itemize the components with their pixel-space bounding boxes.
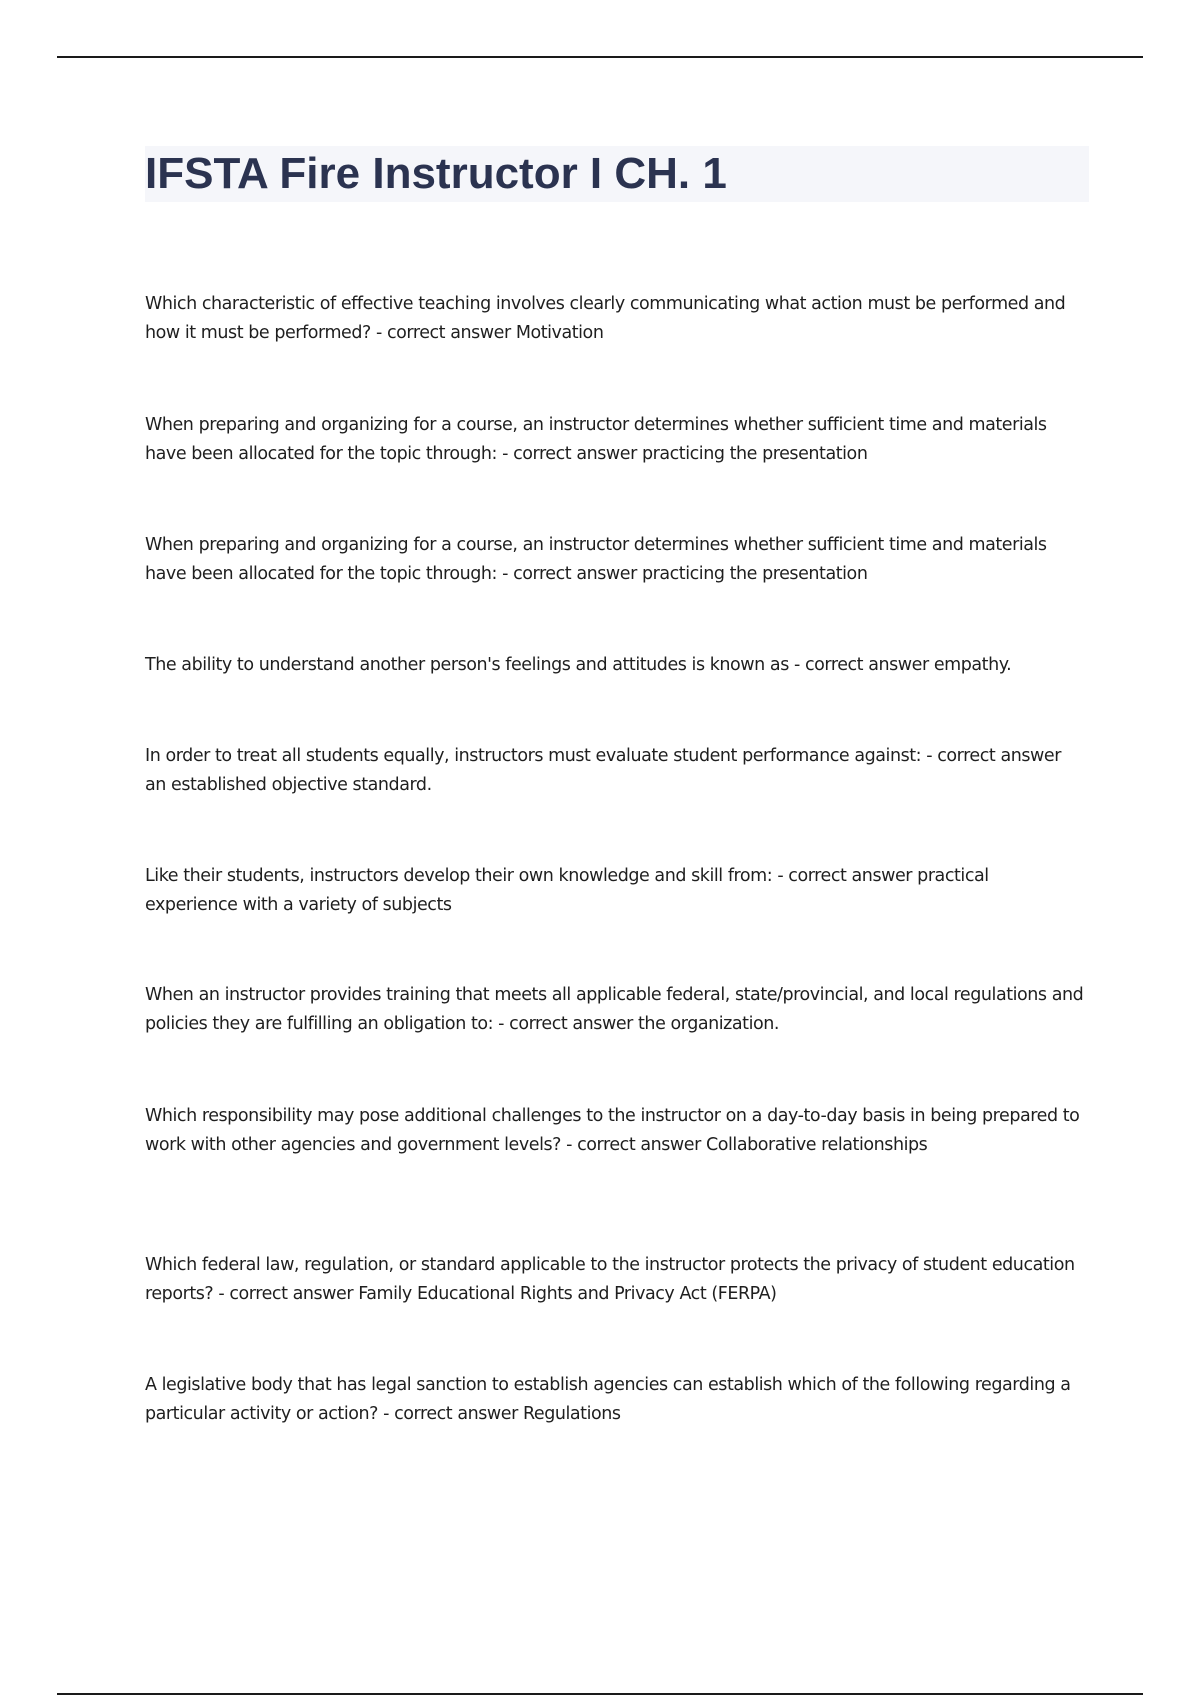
qa-item (145, 531, 1085, 589)
question-text: Which responsibility may pose additional challenges to the instructor on a day-to-day basis in being prepared to work with other agencies and government levels? (145, 1106, 1080, 1155)
qa-item (145, 651, 1105, 680)
answer-text: an established objective standard. (145, 775, 432, 795)
answer-separator: - correct answer (772, 866, 918, 886)
qa-item (145, 411, 1085, 469)
qa-item (145, 742, 1085, 800)
answer-text: Motivation (515, 323, 604, 343)
qa-item (145, 1102, 1085, 1160)
document-title: IFSTA Fire Instructor I CH. 1 (145, 149, 727, 198)
answer-separator: - correct answer (496, 564, 642, 584)
answer-separator: - correct answer (788, 655, 934, 675)
answer-text: Family Educational Rights and Privacy Act (FERPA) (358, 1284, 777, 1304)
question-text: In order to treat all students equally, instructors must evaluate student performance against: (145, 746, 922, 766)
question-text: When an instructor provides training that meets all applicable federal, state/provincial, and local regulations and policies they are fulfilling an obligation to: (145, 985, 1084, 1034)
question-text: When preparing and organizing for a course, an instructor determines whether sufficient time and materials have been allocated for the topic through: (145, 535, 1047, 584)
top-rule (57, 56, 1143, 58)
answer-text: practical experience with a variety of subjects (145, 866, 989, 915)
question-text: A legislative body that has legal sanction to establish agencies can establish which of the following regarding a particular activity or action? (145, 1375, 1071, 1424)
answer-separator: - correct answer (921, 746, 1061, 766)
qa-item (145, 862, 1085, 920)
answer-text: the organization. (638, 1014, 780, 1034)
question-text: Like their students, instructors develop their own knowledge and skill from: (145, 866, 773, 886)
answer-separator: - correct answer (561, 1135, 706, 1155)
answer-separator: - correct answer (493, 1014, 639, 1034)
answer-separator: - correct answer (213, 1284, 359, 1304)
qa-item (145, 290, 1085, 348)
bottom-rule (57, 1693, 1143, 1695)
answer-text: Collaborative relationships (705, 1135, 928, 1155)
question-text: Which federal law, regulation, or standard applicable to the instructor protects the privacy of student education reports? (145, 1255, 1075, 1304)
answer-separator: - correct answer (378, 1404, 523, 1424)
qa-item (145, 1371, 1085, 1429)
qa-item (145, 1251, 1085, 1309)
question-text: Which characteristic of effective teaching involves clearly communicating what action must be performed and how it must be performed? (145, 294, 1066, 343)
answer-separator: - correct answer (370, 323, 516, 343)
question-text: The ability to understand another person's feelings and attitudes is known as (145, 655, 789, 675)
answer-text: practicing the presentation (641, 564, 868, 584)
question-text: When preparing and organizing for a course, an instructor determines whether sufficient time and materials have been allocated for the topic through: (145, 415, 1047, 464)
answer-separator: - correct answer (496, 444, 642, 464)
answer-text: Regulations (522, 1404, 621, 1424)
answer-text: empathy. (933, 655, 1012, 675)
qa-item (145, 981, 1085, 1039)
answer-text: practicing the presentation (641, 444, 868, 464)
